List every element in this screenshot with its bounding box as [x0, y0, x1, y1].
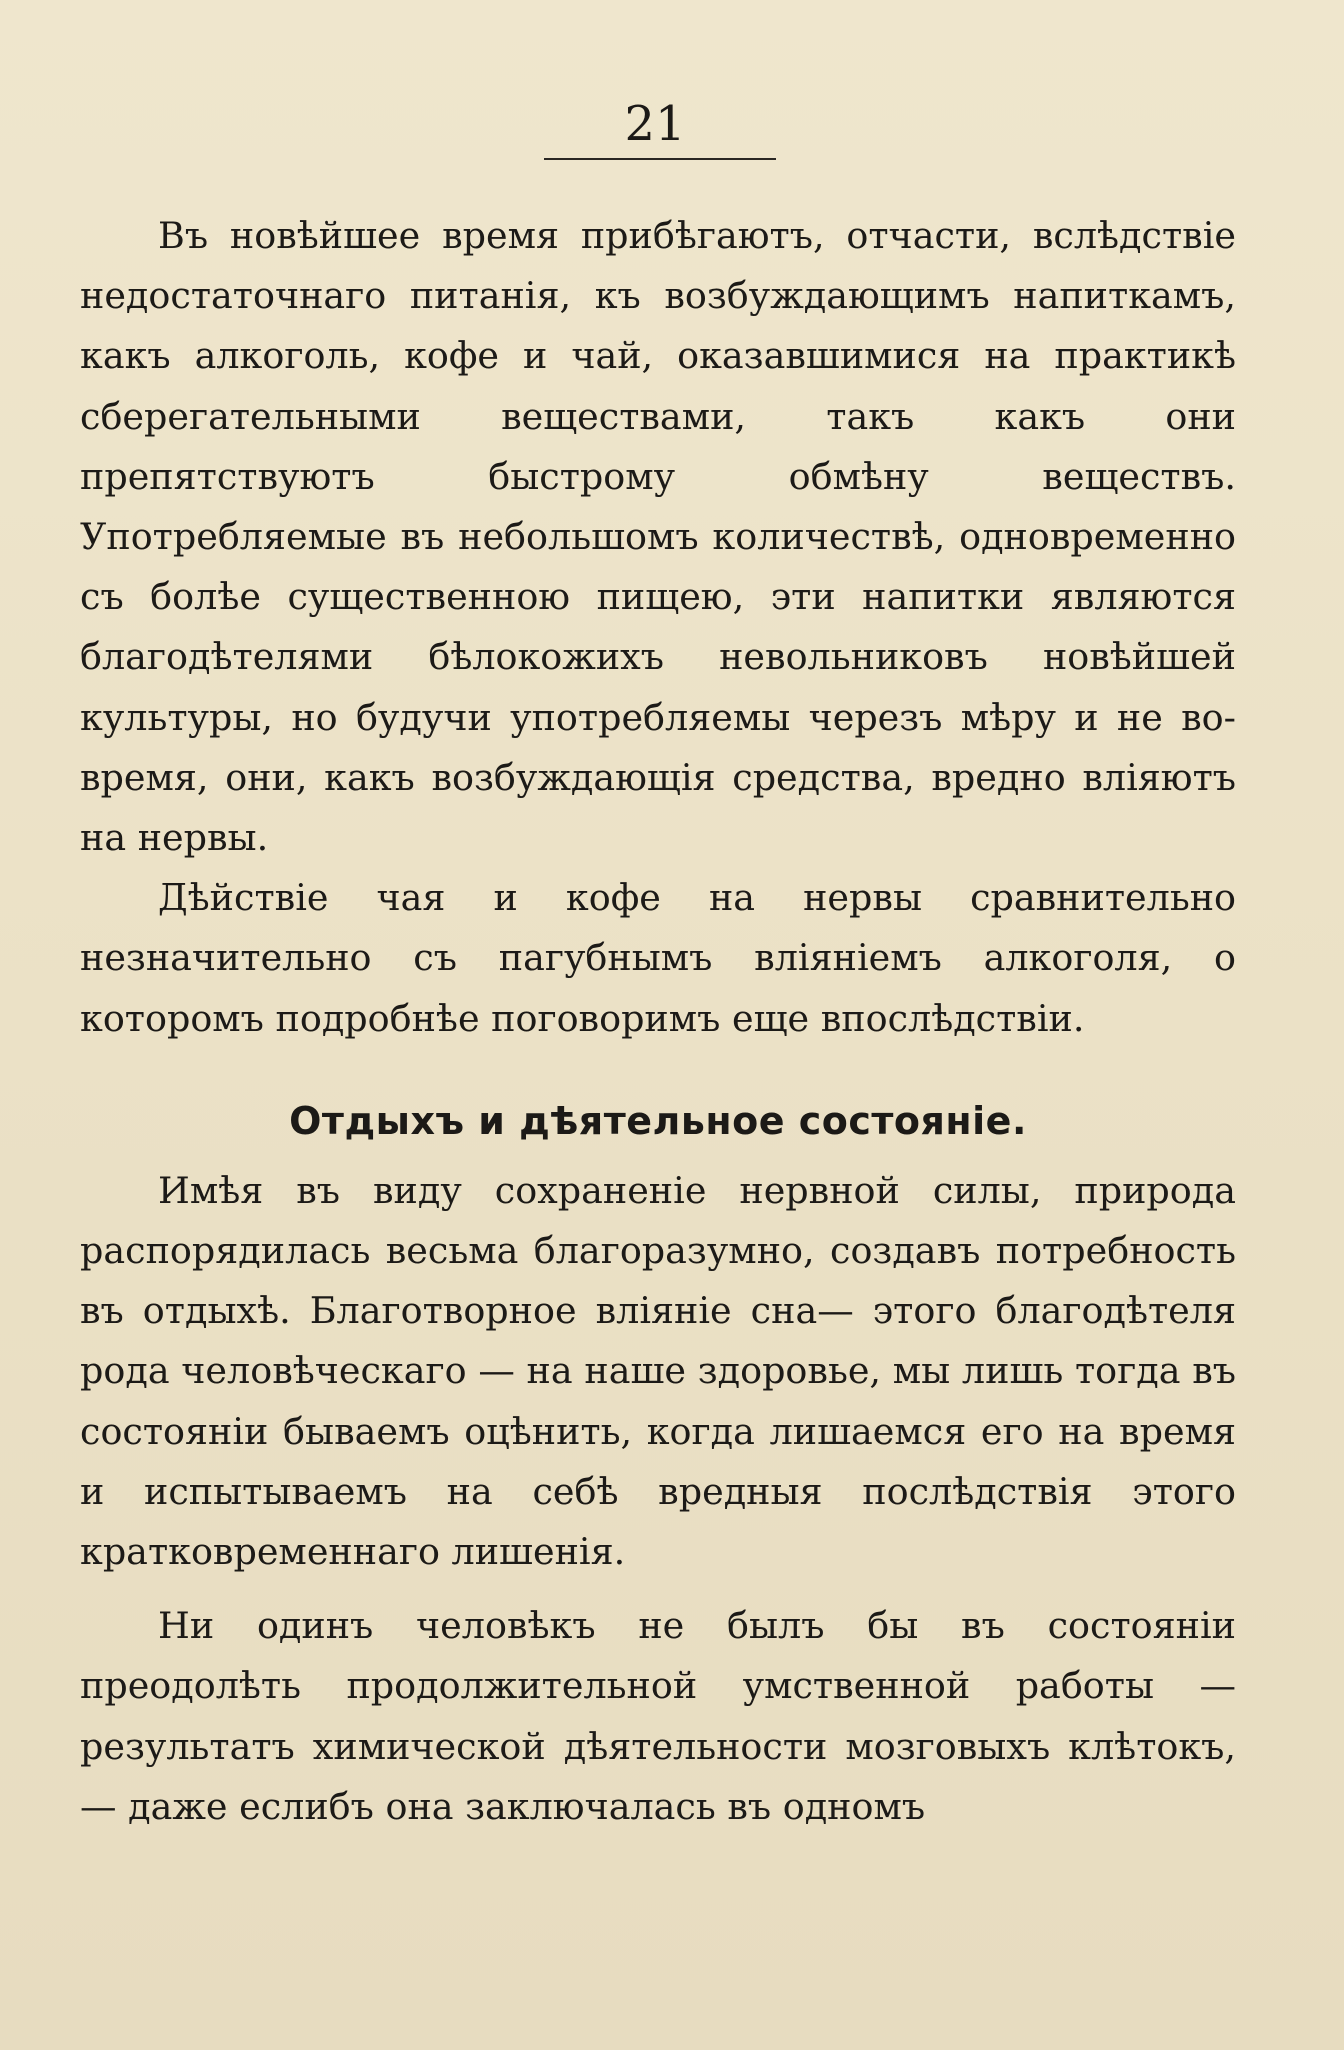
page-body: [80, 206, 1236, 1837]
page-number: 21: [624, 96, 686, 152]
paragraph-tea-coffee: Дѣйствіе чая и кофе на нервы сравнительно незначительно съ пагубнымъ вліяніемъ алкоголя, о которомъ подробнѣе поговоримъ еще впослѣдствіи.: [80, 876, 1236, 1040]
section-heading: Отдыхъ и дѣятельное состояніе.: [289, 1098, 1027, 1143]
paragraph-mental-work: Ни одинъ человѣкъ не былъ бы въ состояніи преодолѣть продолжительной умственной работы — результатъ химической дѣятельности мозговыхъ клѣтокъ, — даже еслибъ она заключалась въ одномъ: [80, 1604, 1236, 1828]
paragraph-rest: Имѣя въ виду сохраненіе нервной силы, природа распорядилась весьма благоразумно, создавъ потребность въ отдыхѣ. Благотворное вліяніе сна— этого благодѣтеля рода человѣческаго — на наше здоровье, мы лишь тогда въ состояніи бываемъ оцѣнить, когда лишаемся его на время и испытываемъ на себѣ вредныя послѣдствія этого кратковременнаго лишенія.: [80, 1168, 1236, 1574]
paragraph-stimulants: Въ новѣйшее время прибѣгаютъ, отчасти, вслѣдствіе недостаточнаго питанія, къ возбуждающимъ напиткамъ, какъ алкоголь, кофе и чай, оказавшимися на практикѣ сберегательными веществами, такъ какъ они препятствуютъ быстрому обмѣну веществъ. Употребляемые въ небольшомъ количествѣ, одновременно съ болѣе существенною пищею, эти напитки являются благодѣтелями бѣлокожихъ невольниковъ новѣйшей культуры, но будучи употребляемы черезъ мѣру и не во-время, они, какъ возбуждающія средства, вредно вліяютъ на нервы.: [80, 214, 1236, 860]
page-number-rule: [544, 158, 776, 160]
